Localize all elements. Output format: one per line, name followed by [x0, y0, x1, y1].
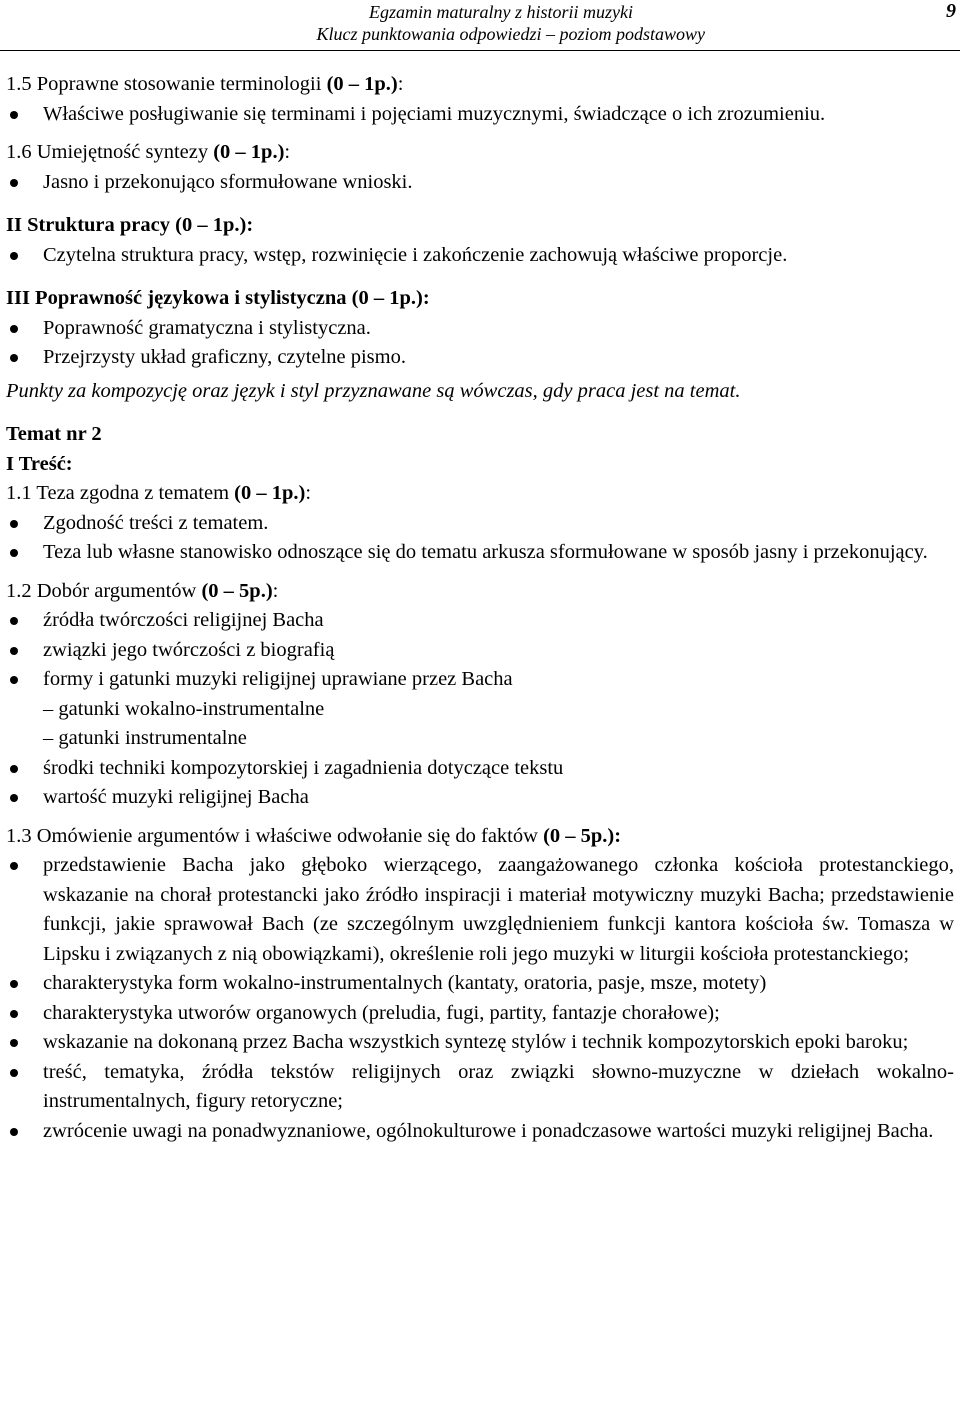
section-1-3-heading: 1.3 Omówienie argumentów i właściwe odwołanie się do faktów (0 – 5p.): [6, 824, 622, 847]
scoring-note: Punkty za kompozycję oraz język i styl przyznawane są wówczas, gdy praca jest na temat. [6, 379, 741, 402]
header-key-title: Klucz punktowania odpowiedzi – poziom podstawowy [316, 24, 705, 44]
sub-list-item: – gatunki wokalno-instrumentalne [43, 697, 325, 720]
list-item: zwrócenie uwagi na ponadwyznaniowe, ogólnokulturowe i ponadczasowe wartości muzyki religijnej Bacha. [6, 1117, 954, 1147]
page-number: 9 [946, 0, 956, 22]
list-item: Przejrzysty układ graficzny, czytelne pismo. [6, 343, 954, 373]
document-body [6, 70, 954, 1146]
section-iii-heading: III Poprawność językowa i stylistyczna (0 – 1p.): [6, 287, 430, 309]
content-heading: I Treść: [6, 452, 73, 475]
page-header [0, 0, 960, 51]
topic-title: Temat nr 2 [6, 423, 102, 445]
sub-list-item: – gatunki instrumentalne [43, 727, 247, 749]
list-item: wskazanie na dokonaną przez Bacha wszystkich syntezę stylów i technik kompozytorskich epoki baroku; [6, 1028, 954, 1058]
section-ii-heading: II Struktura pracy (0 – 1p.): [6, 214, 254, 236]
section-1-5-heading: 1.5 Poprawne stosowanie terminologii (0 – 1p.): [6, 73, 404, 95]
list-item: wartość muzyki religijnej Bacha [6, 783, 954, 813]
list-item: źródła twórczości religijnej Bacha [6, 606, 954, 636]
section-1-1-heading: 1.1 Teza zgodna z tematem (0 – 1p.): [6, 482, 312, 504]
list-item: charakterystyka form wokalno-instrumentalnych (kantaty, oratoria, pasje, msze, motety) [6, 969, 954, 999]
list-item: Poprawność gramatyczna i stylistyczna. [6, 314, 954, 344]
list-item: Teza lub własne stanowisko odnoszące się do tematu arkusza sformułowane w sposób jasny i przekonujący. [6, 538, 954, 568]
list-item: środki techniki kompozytorskiej i zagadnienia dotyczące tekstu [6, 754, 954, 784]
header-exam-title: Egzamin maturalny z historii muzyki [369, 2, 633, 22]
list-item: Jasno i przekonująco sformułowane wnioski. [6, 168, 954, 198]
list-item: charakterystyka utworów organowych (preludia, fugi, partity, fantazje chorałowe); [6, 999, 954, 1029]
list-item: treść, tematyka, źródła tekstów religijnych oraz związki słowno-muzyczne w dziełach wokalno-instrumentalnych, figury retoryczne; [6, 1058, 954, 1117]
list-item: Właściwe posługiwanie się terminami i pojęciami muzycznymi, świadczące o ich zrozumieniu. [6, 100, 954, 130]
list-item: formy i gatunki muzyki religijnej uprawiane przez Bacha [6, 665, 954, 695]
section-1-6-heading: 1.6 Umiejętność syntezy (0 – 1p.): [6, 141, 291, 163]
list-item: związki jego twórczości z biografią [6, 636, 954, 666]
section-1-2-heading: 1.2 Dobór argumentów (0 – 5p.): [6, 579, 279, 602]
list-item: Zgodność treści z tematem. [6, 509, 954, 539]
list-item: przedstawienie Bacha jako głęboko wierzącego, zaangażowanego członka kościoła protestanckiego, wskazanie na chorał protestancki jako źródło inspiracji i materiał motywiczny muzyki Bacha; przedstawienie funkcji, jakie sprawował Bach (ze szczególnym uwzględnieniem funkcji kantora kościoła św. Tomasza w Lipsku i związanych z nią obowiązkami), określenie roli jego muzyki w liturgii kościoła protestanckiego; [6, 851, 954, 969]
list-item: Czytelna struktura pracy, wstęp, rozwinięcie i zakończenie zachowują właściwe proporcje. [6, 241, 954, 271]
